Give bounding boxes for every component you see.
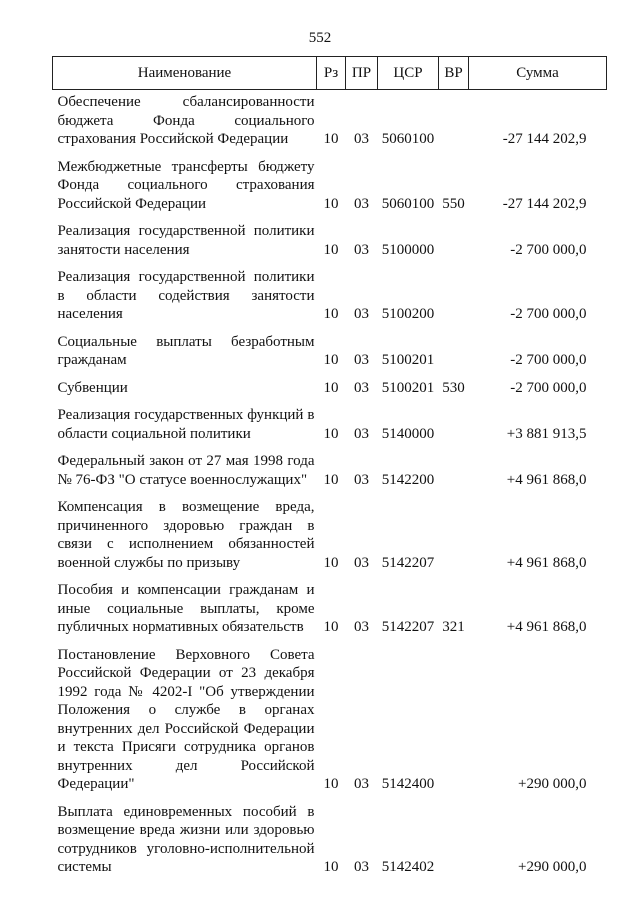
row-name: Постановление Верховного Совета Российской Федерации от 23 декабря 1992 года № 4202-I "Об утверждении Положения о службе в органах внутренних дел Российской Федерации и текста Присяги сотрудника органов внутренних дел Российской Федерации": [57, 646, 315, 792]
row-pr: 03: [354, 379, 369, 396]
row-rz: 10: [323, 379, 339, 396]
row-sum: +290 000,0: [518, 776, 587, 792]
row-vr: [439, 443, 469, 489]
row-vr: 550: [442, 195, 465, 212]
row-name: Реализация государственных функций в области социальной политики: [57, 407, 315, 442]
row-sum: +4 961 868,0: [506, 554, 587, 571]
row-name: Обеспечение сбалансированности бюджета Фонда социального страхования Российской Федерации: [57, 94, 315, 147]
row-pr: 03: [354, 352, 369, 368]
table-row: [53, 443, 607, 489]
row-pr: 03: [354, 859, 369, 875]
row-vr: [439, 324, 469, 370]
row-rz: 10: [323, 554, 339, 571]
row-sum: -2 700 000,0: [510, 241, 587, 258]
table-row: [53, 397, 607, 443]
row-csr: 5060100: [381, 131, 435, 147]
row-sum: -2 700 000,0: [510, 379, 587, 396]
row-csr: 5140000: [381, 425, 435, 442]
table-row: [53, 90, 607, 149]
row-sum: +4 961 868,0: [506, 619, 587, 635]
header-sum: Сумма: [469, 57, 607, 90]
row-csr: 5100201: [381, 379, 435, 396]
row-vr: [439, 90, 469, 149]
row-sum: -27 144 202,9: [502, 195, 587, 212]
row-sum: -27 144 202,9: [502, 131, 587, 147]
row-pr: 03: [354, 619, 369, 635]
header-rz: Рз: [317, 57, 346, 90]
table-row: [53, 149, 607, 214]
table-header: [53, 57, 607, 90]
row-vr: [439, 489, 469, 572]
row-sum: +4 961 868,0: [506, 471, 587, 488]
row-name: Выплата единовременных пособий в возмещение вреда жизни или здоровью сотрудников уголовно-исполнительной системы: [57, 803, 315, 875]
row-csr: 5142207: [381, 619, 435, 635]
row-csr: 5142402: [381, 859, 435, 875]
row-pr: 03: [354, 554, 369, 571]
row-name: Социальные выплаты безработным гражданам: [57, 333, 315, 368]
budget-table: [52, 56, 607, 877]
row-rz: 10: [323, 306, 339, 322]
table-body: [53, 90, 607, 877]
row-pr: 03: [354, 306, 369, 322]
row-name: Межбюджетные трансферты бюджету Фонда социального страхования Российской Федерации: [57, 158, 315, 212]
row-csr: 5100000: [381, 241, 435, 258]
row-name: Пособия и компенсации гражданам и иные социальные выплаты, кроме публичных нормативных обязательств: [57, 582, 315, 635]
header-csr: ЦСР: [378, 57, 439, 90]
row-csr: 5142207: [381, 554, 435, 571]
row-rz: 10: [323, 131, 339, 147]
table-row: [53, 794, 607, 877]
row-pr: 03: [354, 131, 369, 147]
row-rz: 10: [323, 859, 339, 875]
header-name: Наименование: [53, 57, 317, 90]
row-csr: 5142200: [381, 471, 435, 488]
row-pr: 03: [354, 425, 369, 442]
row-name: Реализация государственной политики занятости населения: [57, 223, 315, 258]
row-name: Субвенции: [57, 379, 128, 396]
table-row: [53, 489, 607, 572]
header-vr: ВР: [439, 57, 469, 90]
row-pr: 03: [354, 471, 369, 488]
row-csr: 5060100: [381, 195, 435, 212]
row-rz: 10: [323, 241, 339, 258]
row-name: Федеральный закон от 27 мая 1998 года № 76-ФЗ "О статусе военнослужащих": [57, 453, 315, 488]
table-row: [53, 324, 607, 370]
row-sum: +290 000,0: [518, 859, 587, 875]
row-vr: [439, 213, 469, 259]
header-pr: ПР: [346, 57, 378, 90]
row-sum: -2 700 000,0: [510, 306, 587, 322]
row-name: Компенсация в возмещение вреда, причиненного здоровью граждан в связи с исполнением обязанностей военной службы по призыву: [57, 499, 315, 571]
row-sum: -2 700 000,0: [510, 352, 587, 368]
row-sum: +3 881 913,5: [506, 425, 587, 442]
row-pr: 03: [354, 195, 369, 212]
table-row: [53, 213, 607, 259]
table-row: [53, 370, 607, 398]
row-vr: 530: [442, 379, 465, 396]
page-number: 552: [308, 30, 332, 46]
row-vr: [439, 397, 469, 443]
row-csr: 5142400: [381, 776, 435, 792]
row-rz: 10: [323, 471, 339, 488]
row-rz: 10: [323, 352, 339, 368]
row-rz: 10: [323, 425, 339, 442]
row-vr: [439, 637, 469, 794]
row-rz: 10: [323, 619, 339, 635]
row-name: Реализация государственной политики в области содействия занятости населения: [57, 269, 315, 322]
table-row: [53, 572, 607, 637]
table-row: [53, 259, 607, 324]
row-vr: 321: [442, 619, 465, 635]
row-vr: [439, 259, 469, 324]
row-rz: 10: [323, 776, 339, 792]
row-csr: 5100201: [381, 352, 435, 368]
table-row: [53, 637, 607, 794]
row-vr: [439, 794, 469, 877]
row-pr: 03: [354, 241, 369, 258]
row-rz: 10: [323, 195, 339, 212]
row-csr: 5100200: [381, 306, 435, 322]
row-pr: 03: [354, 776, 369, 792]
